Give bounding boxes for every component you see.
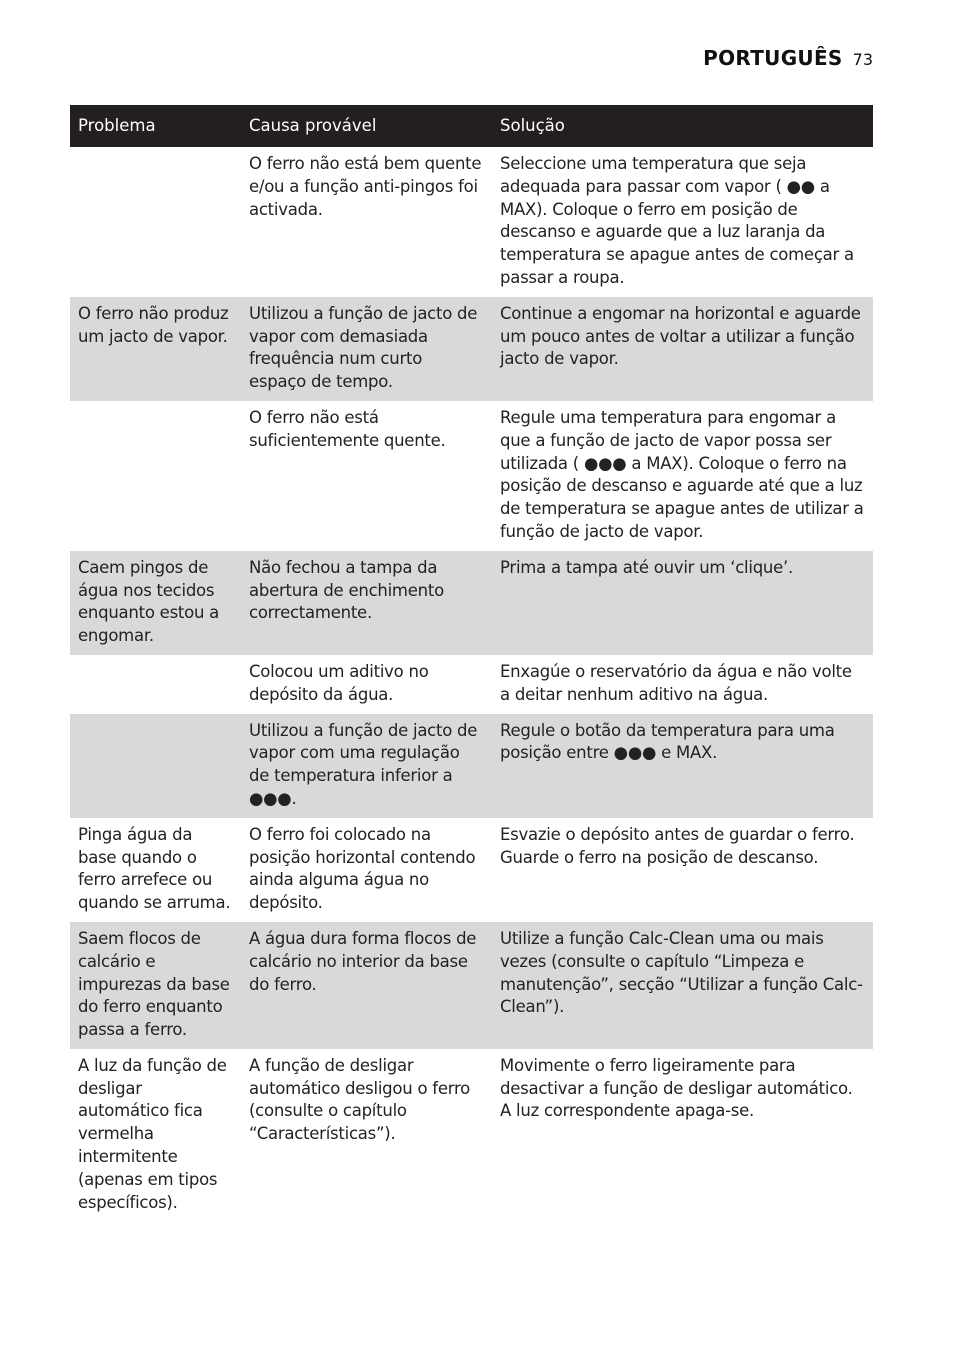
cause-cell: Utilizou a função de jacto de vapor com uma regulação de temperatura inferior a ●●●.	[241, 714, 492, 818]
problem-cell: A luz da função de desligar automático fica vermelha intermitente (apenas em tipos específicos).	[78, 1055, 227, 1212]
solution-cell: Movimente o ferro ligeiramente para desactivar a função de desligar automático. A luz correspondente apaga-se.	[500, 1055, 853, 1121]
solution-cell: Utilize a função Calc-Clean uma ou mais vezes (consulte o capítulo “Limpeza e manutenção”, secção “Utilizar a função Calc-Clean”).	[492, 922, 873, 1049]
problem-cell: O ferro não produz um jacto de vapor.	[70, 297, 241, 401]
problem-cell: Saem flocos de calcário e impurezas da base do ferro enquanto passa a ferro.	[70, 922, 241, 1049]
problem-cell	[70, 714, 241, 818]
table-header-row	[70, 105, 873, 147]
cause-cell: O ferro não está suficientemente quente.	[249, 407, 446, 450]
cause-cell: Utilizou a função de jacto de vapor com demasiada frequência num curto espaço de tempo.	[241, 297, 492, 401]
language-title: PORTUGUÊS	[703, 46, 843, 70]
cause-cell: A função de desligar automático desligou o ferro (consulte o capítulo “Características”).	[249, 1055, 471, 1144]
problem-cell: Pinga água da base quando o ferro arrefece ou quando se arruma.	[78, 824, 231, 913]
cause-cell: O ferro não está bem quente e/ou a função anti-pingos foi activada.	[249, 154, 482, 219]
troubleshooting-table	[70, 105, 873, 1221]
table-row	[70, 655, 873, 714]
page-number: 73	[852, 50, 873, 69]
solution-cell: Continue a engomar na horizontal e aguarde um pouco antes de voltar a utilizar a função jacto de vapor.	[492, 297, 873, 401]
solution-cell: Regule uma temperatura para engomar a que a função de jacto de vapor possa ser utilizada ( ●●● a MAX). Coloque o ferro na posição de descanso e aguarde até que a luz de temperatura se apague antes de utilizar a função de jacto de vapor.	[500, 407, 864, 541]
cause-cell: O ferro foi colocado na posição horizontal contendo ainda alguma água no depósito.	[249, 824, 476, 913]
problem-cell	[70, 655, 241, 714]
table-row	[70, 401, 873, 551]
solution-cell: Seleccione uma temperatura que seja adequada para passar com vapor ( ●● a MAX). Coloque o ferro em posição de descanso e aguarde que a luz laranja da temperatura se apague antes de começar a passar a roupa.	[500, 154, 854, 287]
problem-cell	[70, 147, 241, 297]
column-header-cause: Causa provável	[241, 105, 492, 147]
solution-cell: Prima a tampa até ouvir um ‘clique’.	[492, 551, 873, 655]
table-row	[70, 714, 873, 818]
problem-cell: Caem pingos de água nos tecidos enquanto estou a engomar.	[70, 551, 241, 655]
table-row	[70, 297, 873, 401]
column-header-solution: Solução	[492, 105, 873, 147]
table-row	[70, 818, 873, 922]
table-row	[70, 147, 873, 297]
table-header	[70, 105, 873, 147]
table-row	[70, 551, 873, 655]
cause-cell: A água dura forma flocos de calcário no interior da base do ferro.	[241, 922, 492, 1049]
page-header	[703, 46, 873, 70]
table-body	[70, 147, 873, 1221]
column-header-problem: Problema	[70, 105, 241, 147]
cause-cell: Não fechou a tampa da abertura de enchimento correctamente.	[241, 551, 492, 655]
solution-cell: Esvazie o depósito antes de guardar o ferro. Guarde o ferro na posição de descanso.	[500, 824, 855, 867]
solution-cell: Enxagúe o reservatório da água e não volte a deitar nenhum aditivo na água.	[500, 661, 852, 704]
cause-cell: Colocou um aditivo no depósito da água.	[249, 661, 429, 704]
solution-cell: Regule o botão da temperatura para uma posição entre ●●● e MAX.	[492, 714, 873, 818]
table-row	[70, 922, 873, 1049]
problem-cell	[70, 401, 241, 551]
table-row	[70, 1049, 873, 1222]
